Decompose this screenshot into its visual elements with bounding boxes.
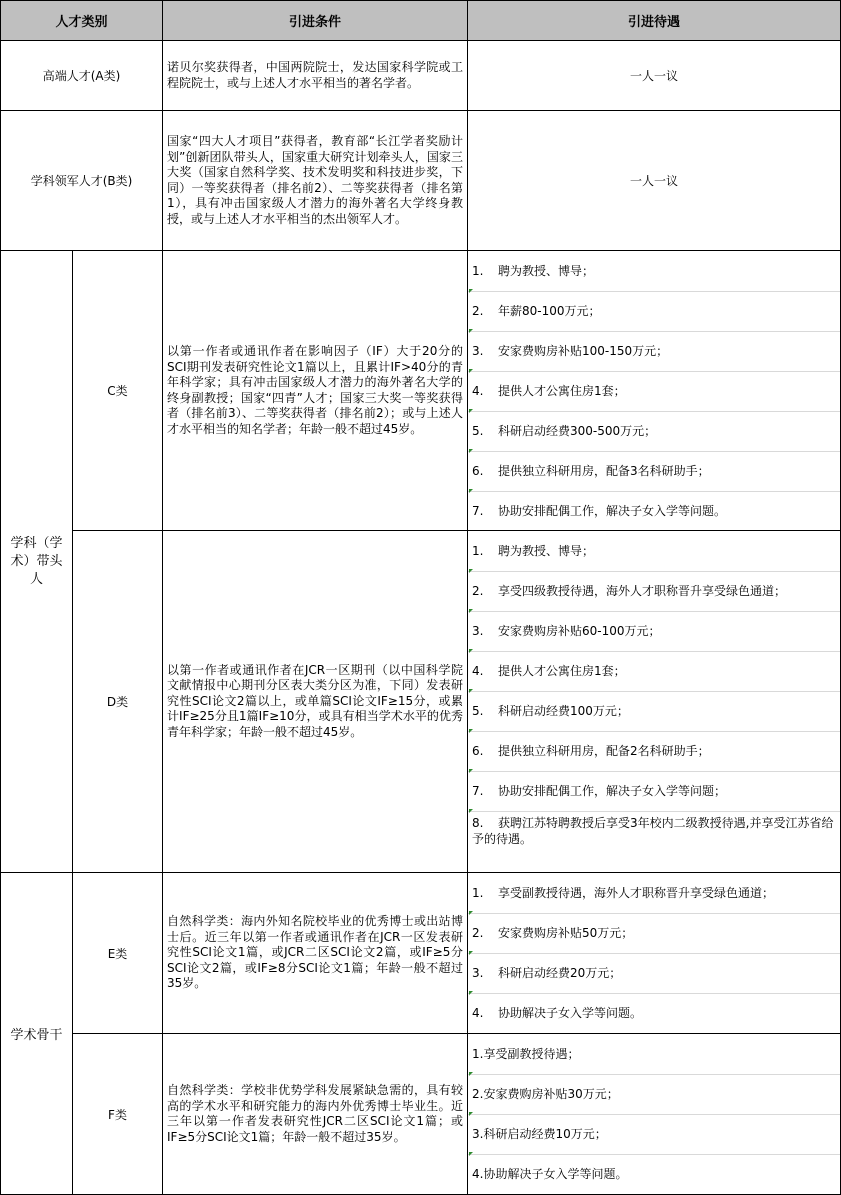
benefit-divider xyxy=(468,691,840,692)
benefit-item xyxy=(472,815,836,847)
benefit-text: 科研启动经费20万元； xyxy=(498,966,622,980)
benefit-divider xyxy=(468,993,840,994)
benefit-item xyxy=(472,1005,836,1021)
category-e: E类 xyxy=(72,872,163,1034)
benefit-number: 2. xyxy=(472,304,484,318)
cell-marker-icon xyxy=(469,991,473,995)
benefit-text: 2.安家费购房补贴30万元； xyxy=(472,1087,619,1101)
benefit-divider xyxy=(468,1154,840,1155)
benefit-number: 3. xyxy=(472,624,484,638)
benefit-text: 享受副教授待遇，海外人才职称晋升享受绿色通道； xyxy=(498,886,775,900)
category-f: F类 xyxy=(72,1033,163,1195)
benefit-d xyxy=(467,530,841,873)
benefit-number: 5. xyxy=(472,424,484,438)
benefit-divider xyxy=(468,651,840,652)
benefit-number: 4. xyxy=(472,1006,484,1020)
benefit-item xyxy=(472,263,836,279)
cell-marker-icon xyxy=(469,951,473,955)
condition-f-text: 自然科学类：学校非优势学科发展紧缺急需的，具有较高的学术水平和研究能力的海内外优秀博士毕业生。近三年以第一作者发表研究性JCR二区SCI论文1篇；或IF≥5分SCI论文1篇；年龄一般不超过35岁。 xyxy=(167,1083,463,1144)
benefit-divider xyxy=(468,491,840,492)
benefit-item xyxy=(472,965,836,981)
benefit-number: 5. xyxy=(472,704,484,718)
benefit-divider xyxy=(468,1114,840,1115)
benefit-number: 7. xyxy=(472,504,484,518)
benefit-a: 一人一议 xyxy=(467,40,841,111)
benefit-number: 3. xyxy=(472,344,484,358)
header-condition: 引进条件 xyxy=(162,0,468,41)
benefit-number: 4. xyxy=(472,664,484,678)
benefit-item xyxy=(472,343,836,359)
benefit-number: 3. xyxy=(472,966,484,980)
benefit-divider xyxy=(468,411,840,412)
cell-marker-icon xyxy=(469,609,473,613)
cell-marker-icon xyxy=(469,289,473,293)
benefit-item xyxy=(472,623,836,639)
benefit-item xyxy=(472,423,836,439)
benefit-item xyxy=(472,1086,836,1102)
benefit-divider xyxy=(468,451,840,452)
condition-a xyxy=(162,40,468,111)
cell-marker-icon xyxy=(469,911,473,915)
cell-marker-icon xyxy=(469,449,473,453)
benefit-text: 协助解决子女入学等问题。 xyxy=(498,1006,643,1020)
benefit-number: 6. xyxy=(472,464,484,478)
cell-marker-icon xyxy=(469,729,473,733)
benefit-divider xyxy=(468,771,840,772)
benefit-text: 提供人才公寓住房1套； xyxy=(498,384,626,398)
benefit-item xyxy=(472,1166,836,1182)
benefit-item xyxy=(472,925,836,941)
cell-marker-icon xyxy=(469,489,473,493)
benefit-text: 安家费购房补贴50万元； xyxy=(498,926,634,940)
cell-marker-icon xyxy=(469,569,473,573)
benefit-text: 3.科研启动经费10万元； xyxy=(472,1127,607,1141)
cell-marker-icon xyxy=(469,1072,473,1076)
benefit-number: 1. xyxy=(472,886,484,900)
benefit-text: 1.享受副教授待遇； xyxy=(472,1047,580,1061)
benefit-number: 2. xyxy=(472,584,484,598)
condition-d-text: 以第一作者或通讯作者在JCR一区期刊（以中国科学院文献情报中心期刊分区表大类分区为准，下同）发表研究性SCI论文2篇以上，或单篇SCI论文IF≥15分，或累计IF≥25分且1篇IF≥10分，或具有相当学术水平的优秀青年科学家；年龄一般不超过45岁。 xyxy=(167,662,463,739)
benefit-item xyxy=(472,583,836,599)
benefit-text: 提供独立科研用房，配备2名科研助手； xyxy=(498,744,710,758)
benefit-divider xyxy=(468,731,840,732)
group-backbone: 学术骨干 xyxy=(0,872,73,1195)
cell-marker-icon xyxy=(469,329,473,333)
benefit-number: 2. xyxy=(472,926,484,940)
category-b: 学科领军人才(B类) xyxy=(0,110,163,251)
condition-e-text: 自然科学类：海内外知名院校毕业的优秀博士或出站博士后。近三年以第一作者或通讯作者在JCR一区发表研究性SCI论文1篇，或JCR二区SCI论文2篇，或IF≥5分SCI论文2篇，或IF≥8分SCI论文1篇；年龄一般不超过35岁。 xyxy=(167,914,463,991)
benefit-text: 科研启动经费100万元； xyxy=(498,704,629,718)
benefit-item xyxy=(472,743,836,759)
header-category: 人才类别 xyxy=(0,0,163,41)
condition-d xyxy=(162,530,468,873)
benefit-item xyxy=(472,1046,836,1062)
condition-a-text: 诺贝尔奖获得者，中国两院院士，发达国家科学院或工程院院士，或与上述人才水平相当的著名学者。 xyxy=(167,60,463,90)
condition-c-text: 以第一作者或通讯作者在影响因子（IF）大于20分的SCI期刊发表研究性论文1篇以上，且累计IF>40分的青年科学家；具有冲击国家级人才潜力的海外著名大学的终身副教授；国家“四青”人才；国家三大奖一等奖获得者（排名前3）、二等奖获得者（排名前2）；或与上述人才水平相当的知名学者；年龄一般不超过45岁。 xyxy=(167,344,463,436)
benefit-item xyxy=(472,303,836,319)
benefit-number: 1. xyxy=(472,544,484,558)
condition-e xyxy=(162,872,468,1034)
benefit-number: 1. xyxy=(472,264,484,278)
benefit-text: 提供人才公寓住房1套； xyxy=(498,664,626,678)
benefit-text: 获聘江苏特聘教授后享受3年校内二级教授待遇,并享受江苏省给予的待遇。 xyxy=(472,816,834,846)
benefit-text: 安家费购房补贴60-100万元； xyxy=(498,624,661,638)
benefit-b: 一人一议 xyxy=(467,110,841,251)
benefit-number: 8. xyxy=(472,816,484,830)
benefit-text: 聘为教授、博导； xyxy=(498,264,595,278)
cell-marker-icon xyxy=(469,1112,473,1116)
benefit-item xyxy=(472,885,836,901)
benefit-divider xyxy=(468,913,840,914)
benefit-number: 4. xyxy=(472,384,484,398)
benefit-divider xyxy=(468,953,840,954)
benefit-divider xyxy=(468,331,840,332)
cell-marker-icon xyxy=(469,649,473,653)
benefit-text: 4.协助解决子女入学等问题。 xyxy=(472,1167,628,1181)
benefit-item xyxy=(472,703,836,719)
benefit-divider xyxy=(468,811,840,812)
benefit-c xyxy=(467,250,841,531)
condition-b xyxy=(162,110,468,251)
cell-marker-icon xyxy=(469,809,473,813)
group-leaders: 学科（学术）带头人 xyxy=(0,250,73,873)
category-a: 高端人才(A类) xyxy=(0,40,163,111)
benefit-divider xyxy=(468,371,840,372)
benefit-item xyxy=(472,543,836,559)
benefit-text: 科研启动经费300-500万元； xyxy=(498,424,657,438)
benefit-item xyxy=(472,1126,836,1142)
benefit-number: 7. xyxy=(472,784,484,798)
condition-f xyxy=(162,1033,468,1195)
benefit-divider xyxy=(468,571,840,572)
benefit-text: 聘为教授、博导； xyxy=(498,544,595,558)
category-c: C类 xyxy=(72,250,163,531)
benefit-text: 享受四级教授待遇，海外人才职称晋升享受绿色通道； xyxy=(498,584,787,598)
benefit-number: 6. xyxy=(472,744,484,758)
condition-b-text: 国家“四大人才项目”获得者，教育部“长江学者奖励计划”创新团队带头人，国家重大研究计划牵头人，国家三大奖（国家自然科学奖、技术发明奖和科技进步奖，下同）一等奖获得者（排名前2）、二等奖获得者（排名第1），具有冲击国家级人才潜力的海外著名大学终身教授，或与上述人才水平相当的杰出领军人才。 xyxy=(167,134,463,226)
cell-marker-icon xyxy=(469,369,473,373)
cell-marker-icon xyxy=(469,1152,473,1156)
benefit-text: 协助安排配偶工作，解决子女入学等问题； xyxy=(498,784,727,798)
benefit-item xyxy=(472,663,836,679)
cell-marker-icon xyxy=(469,769,473,773)
benefit-divider xyxy=(468,611,840,612)
benefit-e xyxy=(467,872,841,1034)
benefit-divider xyxy=(468,1074,840,1075)
cell-marker-icon xyxy=(469,409,473,413)
benefit-item xyxy=(472,383,836,399)
cell-marker-icon xyxy=(469,689,473,693)
benefit-text: 提供独立科研用房，配备3名科研助手； xyxy=(498,464,710,478)
benefit-item xyxy=(472,503,836,519)
condition-c xyxy=(162,250,468,531)
header-benefit: 引进待遇 xyxy=(467,0,841,41)
benefit-text: 年薪80-100万元； xyxy=(498,304,601,318)
benefit-item xyxy=(472,463,836,479)
benefit-text: 协助安排配偶工作，解决子女入学等问题。 xyxy=(498,504,727,518)
benefit-item xyxy=(472,783,836,799)
benefit-divider xyxy=(468,291,840,292)
benefit-text: 安家费购房补贴100-150万元； xyxy=(498,344,669,358)
benefit-f xyxy=(467,1033,841,1195)
category-d: D类 xyxy=(72,530,163,873)
